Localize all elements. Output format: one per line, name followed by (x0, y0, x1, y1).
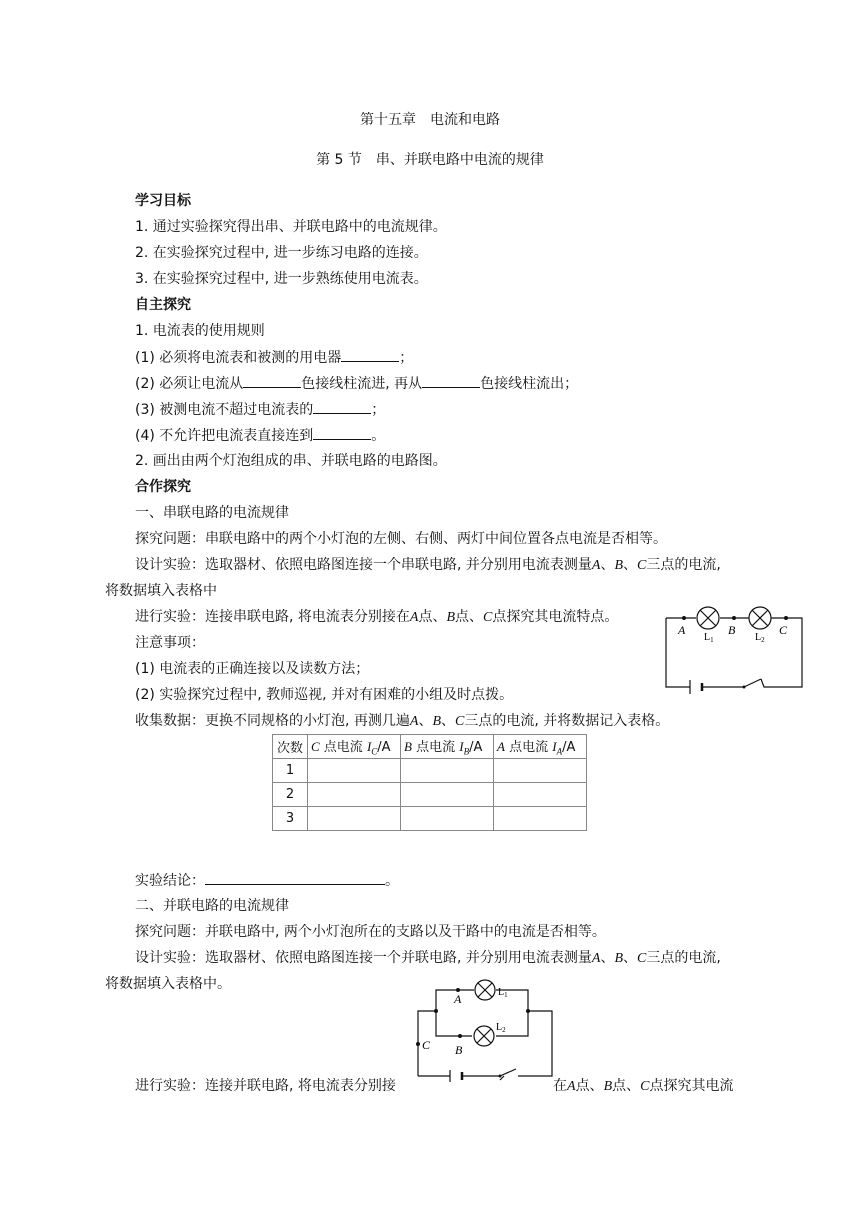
rule-line (135, 373, 578, 394)
text: 设计实验：选取器材、依照电路图连接一个串联电路, 并分别用电流表测量 (135, 557, 592, 573)
series-question: 探究问题：串联电路中的两个小灯泡的左侧、右侧、两灯中间位置各点电流是否相等。 (135, 531, 667, 547)
series-design (135, 555, 721, 576)
parallel-circuit-diagram (412, 976, 560, 1086)
row-number: 2 (273, 783, 308, 807)
parallel-question: 探究问题：并联电路中, 两个小灯泡所在的支路以及干路中的电流是否相等。 (135, 924, 606, 940)
table-header-row (273, 735, 587, 759)
data-cell[interactable] (308, 807, 401, 831)
goal-item: 2. 在实验探究过程中, 进一步练习电路的连接。 (135, 245, 428, 261)
parallel-conduct-cont (553, 1076, 733, 1097)
rule-text: 。 (371, 428, 386, 444)
text: 、 (623, 950, 638, 966)
rule-text: 色接线柱流出； (480, 376, 579, 392)
text: 进行实验：连接串联电路, 将电流表分别接在 (135, 609, 410, 625)
point-label: B (614, 558, 624, 573)
point-label: C (311, 739, 320, 755)
text: 设计实验：选取器材、依照电路图连接一个并联电路, 并分别用电流表测量 (135, 950, 592, 966)
text: 、 (600, 950, 615, 966)
data-cell[interactable] (494, 783, 587, 807)
self-study-item: 1. 电流表的使用规则 (135, 323, 265, 339)
series-title: 一、串联电路的电流规律 (135, 505, 289, 521)
text: 在 (553, 1078, 567, 1094)
lamp-label: $L_1$ (704, 632, 714, 644)
data-cell[interactable] (308, 783, 401, 807)
rule-text: 色接线柱流进, 再从 (301, 376, 423, 392)
goal-item: 3. 在实验探究过程中, 进一步熟练使用电流表。 (135, 271, 428, 287)
text: 收集数据：更换不同规格的小灯泡, 再测几遍 (135, 713, 410, 729)
point-label: B (728, 623, 736, 637)
point-label: C (483, 610, 493, 625)
chapter-title: 第十五章 电流和电路 (360, 112, 500, 128)
point-label: B (432, 714, 442, 729)
answer-blank[interactable] (422, 373, 480, 388)
point-label: A (567, 1079, 576, 1094)
coop-heading: 合作探究 (135, 479, 191, 495)
data-cell[interactable] (401, 783, 494, 807)
text: 、 (623, 557, 638, 573)
series-conclusion (135, 870, 399, 891)
point-label: A (497, 739, 505, 755)
text: 点、 (612, 1078, 641, 1094)
data-cell[interactable] (401, 759, 494, 783)
rule-text: (3) 被测电流不超过电流表的 (135, 402, 314, 418)
rule-line (135, 425, 385, 446)
series-collect (135, 711, 669, 732)
point-label: B (614, 951, 624, 966)
text: 、 (418, 713, 433, 729)
data-cell[interactable] (494, 807, 587, 831)
series-conduct (135, 607, 618, 628)
point-label: C (637, 951, 647, 966)
table-row (273, 807, 587, 831)
rule-text: ； (399, 350, 414, 366)
text: 三点的电流, (646, 557, 721, 573)
parallel-conduct: 进行实验：连接并联电路, 将电流表分别接 (135, 1078, 396, 1094)
point-label: B (603, 1079, 613, 1094)
parallel-design (135, 948, 721, 969)
point-label: A (591, 951, 601, 966)
table-row (273, 783, 587, 807)
point-label: C (422, 1038, 431, 1052)
data-cell[interactable] (494, 759, 587, 783)
text: 点、 (455, 609, 484, 625)
rule-text: (1) 必须将电流表和被测的用电器 (135, 350, 342, 366)
text: 点探究其电流 (649, 1078, 734, 1094)
data-cell[interactable] (308, 759, 401, 783)
rule-text: (2) 必须让电流从 (135, 376, 244, 392)
parallel-title: 二、并联电路的电流规律 (135, 898, 289, 914)
point-label: A (678, 623, 686, 637)
text: 、 (600, 557, 615, 573)
data-cell[interactable] (401, 807, 494, 831)
answer-blank[interactable] (313, 399, 371, 414)
series-design-cont: 将数据填入表格中 (105, 583, 217, 599)
text: 点、 (575, 1078, 604, 1094)
table-header-cell: C 点电流 $I_C/A$ (308, 735, 401, 759)
point-label: B (455, 1043, 463, 1057)
text: 。 (385, 873, 399, 889)
answer-blank[interactable] (243, 373, 301, 388)
point-label: C (455, 714, 465, 729)
point-label: C (640, 1079, 650, 1094)
notes-heading: 注意事项： (135, 635, 205, 651)
point-label: A (454, 992, 462, 1006)
self-study-heading: 自主探究 (135, 297, 191, 313)
answer-blank[interactable] (341, 347, 399, 362)
series-circuit-diagram (660, 600, 810, 696)
rule-text: (4) 不允许把电流表直接连到 (135, 428, 314, 444)
self-study-item: 2. 画出由两个灯泡组成的串、并联电路的电路图。 (135, 453, 447, 469)
text: 点、 (418, 609, 447, 625)
parallel-design-cont: 将数据填入表格中。 (105, 976, 231, 992)
text: 三点的电流, (646, 950, 721, 966)
note-item: (2) 实验探究过程中, 教师巡视, 并对有困难的小组及时点拨。 (135, 687, 514, 703)
table-header-cell: B 点电流 $I_B/A$ (401, 735, 494, 759)
data-table (272, 734, 587, 831)
note-item: (1) 电流表的正确连接以及读数方法； (135, 661, 370, 677)
table-header-cell: A 点电流 $I_A/A$ (494, 735, 587, 759)
text: 、 (441, 713, 456, 729)
point-label: A (591, 558, 601, 573)
text: 实验结论： (135, 873, 205, 889)
answer-blank[interactable] (205, 870, 385, 885)
lamp-label: $L_2$ (496, 1022, 506, 1034)
point-label: B (446, 610, 456, 625)
row-number: 3 (273, 807, 308, 831)
goal-item: 1. 通过实验探究得出串、并联电路中的电流规律。 (135, 219, 447, 235)
rule-line (135, 399, 385, 420)
section-title: 第 5 节 串、并联电路中电流的规律 (316, 152, 544, 168)
table-header-cell: 次数 (273, 735, 308, 759)
point-label: C (779, 623, 788, 637)
lamp-label: $L_1$ (498, 987, 508, 999)
answer-blank[interactable] (313, 425, 371, 440)
rule-line (135, 347, 413, 368)
table-row (273, 759, 587, 783)
point-label: B (404, 739, 412, 755)
rule-text: ； (371, 402, 386, 418)
point-label: A (409, 714, 419, 729)
text: 点探究其电流特点。 (492, 609, 619, 625)
row-number: 1 (273, 759, 308, 783)
text: 三点的电流, 并将数据记入表格。 (464, 713, 670, 729)
goals-heading: 学习目标 (135, 193, 191, 209)
point-label: C (637, 558, 647, 573)
point-label: A (409, 610, 419, 625)
lamp-label: $L_2$ (755, 632, 765, 644)
